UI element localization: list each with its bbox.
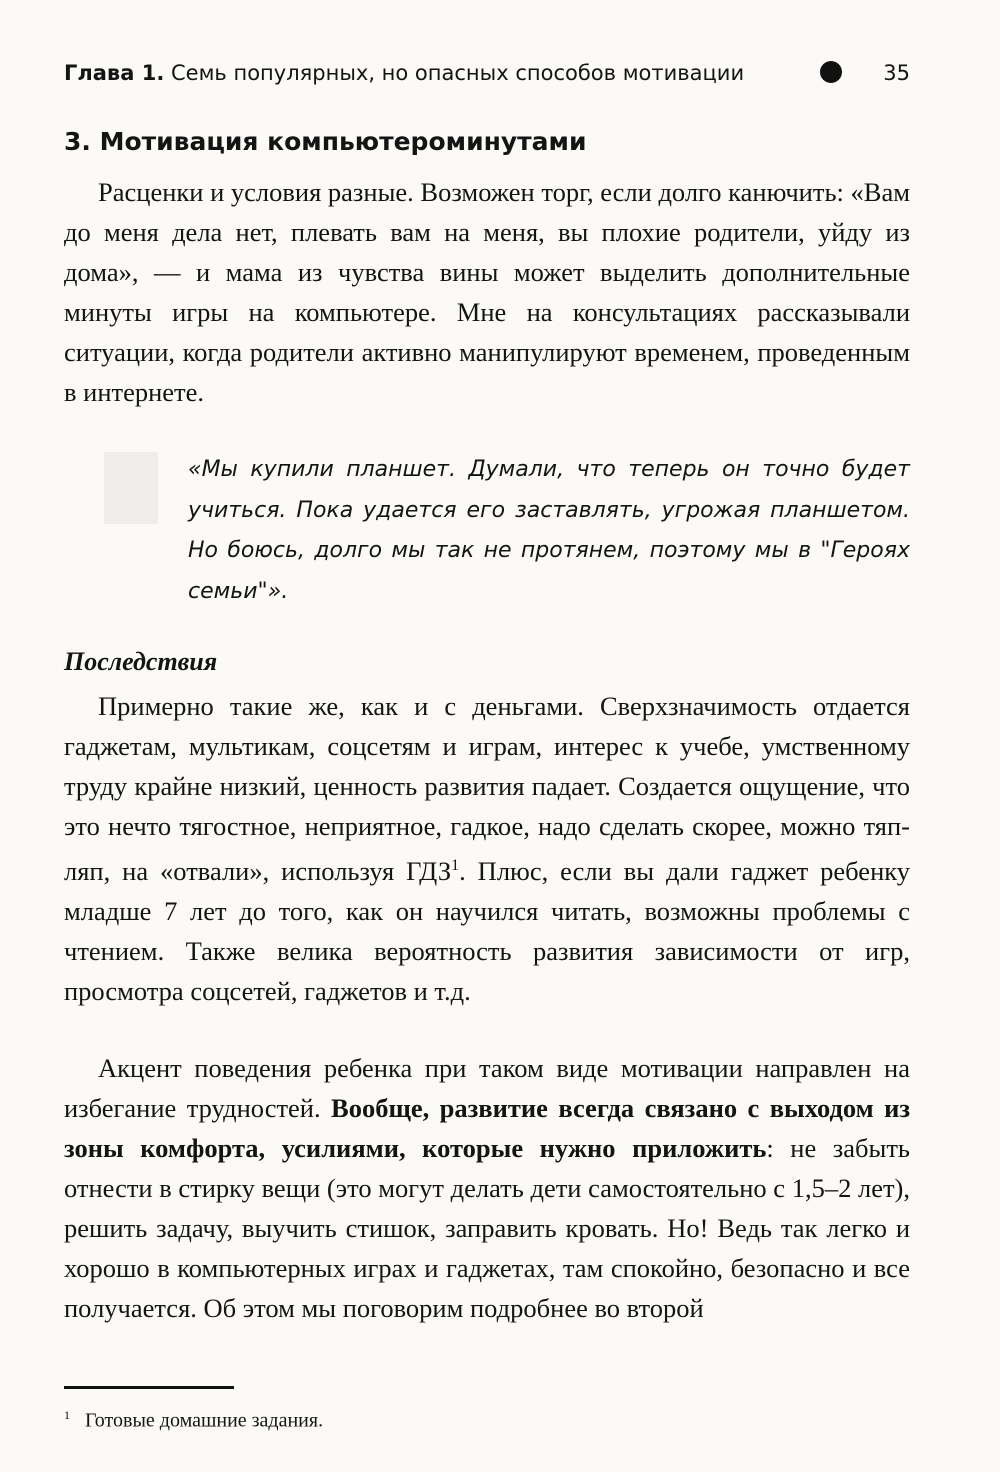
paragraph-comfort-zone-text-b: : не забыть отнести в стирку вещи (это могут делать дети самостоятельно с 1,5–2 лет), решить задачу, выучить стишок, заправить кровать. Но! Ведь так легко и хорошо в компьютерных играх и гаджетах, там спокойно, безопасно и все получается. Об этом мы поговорим подробнее во второй — [64, 1133, 910, 1323]
emphasis-text: Вообще, развитие всегда связано с выходом из зоны комфорта, усилиями, которые нужно приложить — [64, 1093, 910, 1163]
paragraph-comfort-zone-text-a: Акцент поведения ребенка при таком виде мотивации направлен на избегание трудностей. — [64, 1053, 910, 1123]
testimonial-quote: «Мы купили планшет. Думали, что теперь он точно будет учиться. Пока удается его заставлять, угрожая планшетом. Но боюсь, долго мы так не протянем, поэтому мы в "Героях семьи"». — [188, 457, 910, 604]
paragraph-comfort-zone — [64, 1048, 910, 1328]
footnote-marker: 1 — [64, 1408, 70, 1422]
subheading-consequences: Последствия — [64, 647, 218, 676]
paragraph-consequences — [64, 686, 910, 1011]
page-number: 35 — [883, 61, 910, 85]
chapter-title: Семь популярных, но опасных способов мотивации — [170, 61, 745, 85]
section-title: 3. Мотивация компьютероминутами — [64, 127, 587, 156]
paragraph-intro: Расценки и условия разные. Возможен торг, если долго канючить: «Вам до меня дела нет, плевать вам на меня, вы плохие родители, уйду из дома», — и мама из чувства вины может выделить дополнительные минуты игры на компьютере. Мне на консультациях рассказывали ситуации, когда родители активно манипулируют временем, проведенным в интернете. — [64, 177, 910, 407]
footnote — [64, 1398, 323, 1438]
quote-marker — [104, 452, 158, 524]
footnote-reference: 1 — [451, 857, 460, 874]
footnote-text: Готовые домашние задания. — [85, 1409, 324, 1432]
chapter-label: Глава 1. — [64, 61, 165, 85]
bullet-dot-icon — [820, 61, 842, 83]
paragraph-consequences-text-b: . Плюс, если вы дали гаджет ребенку младше 7 лет до того, как он научился читать, возможны проблемы с чтением. Также велика вероятность развития зависимости от игр, просмотра соцсетей, гаджетов и т.д. — [64, 855, 910, 1006]
running-header — [64, 56, 910, 90]
footnote-divider — [64, 1386, 234, 1389]
paragraph-consequences-text-a: Примерно такие же, как и с деньгами. Сверхзначимость отдается гаджетам, мультикам, соцсетям и играм, интерес к учебе, умственному труду крайне низкий, ценность развития падает. Создается ощущение, что это нечто тягостное, неприятное, гадкое, надо сделать скорее, можно тяп-ляп, на «отвали», используя ГДЗ — [64, 691, 910, 886]
